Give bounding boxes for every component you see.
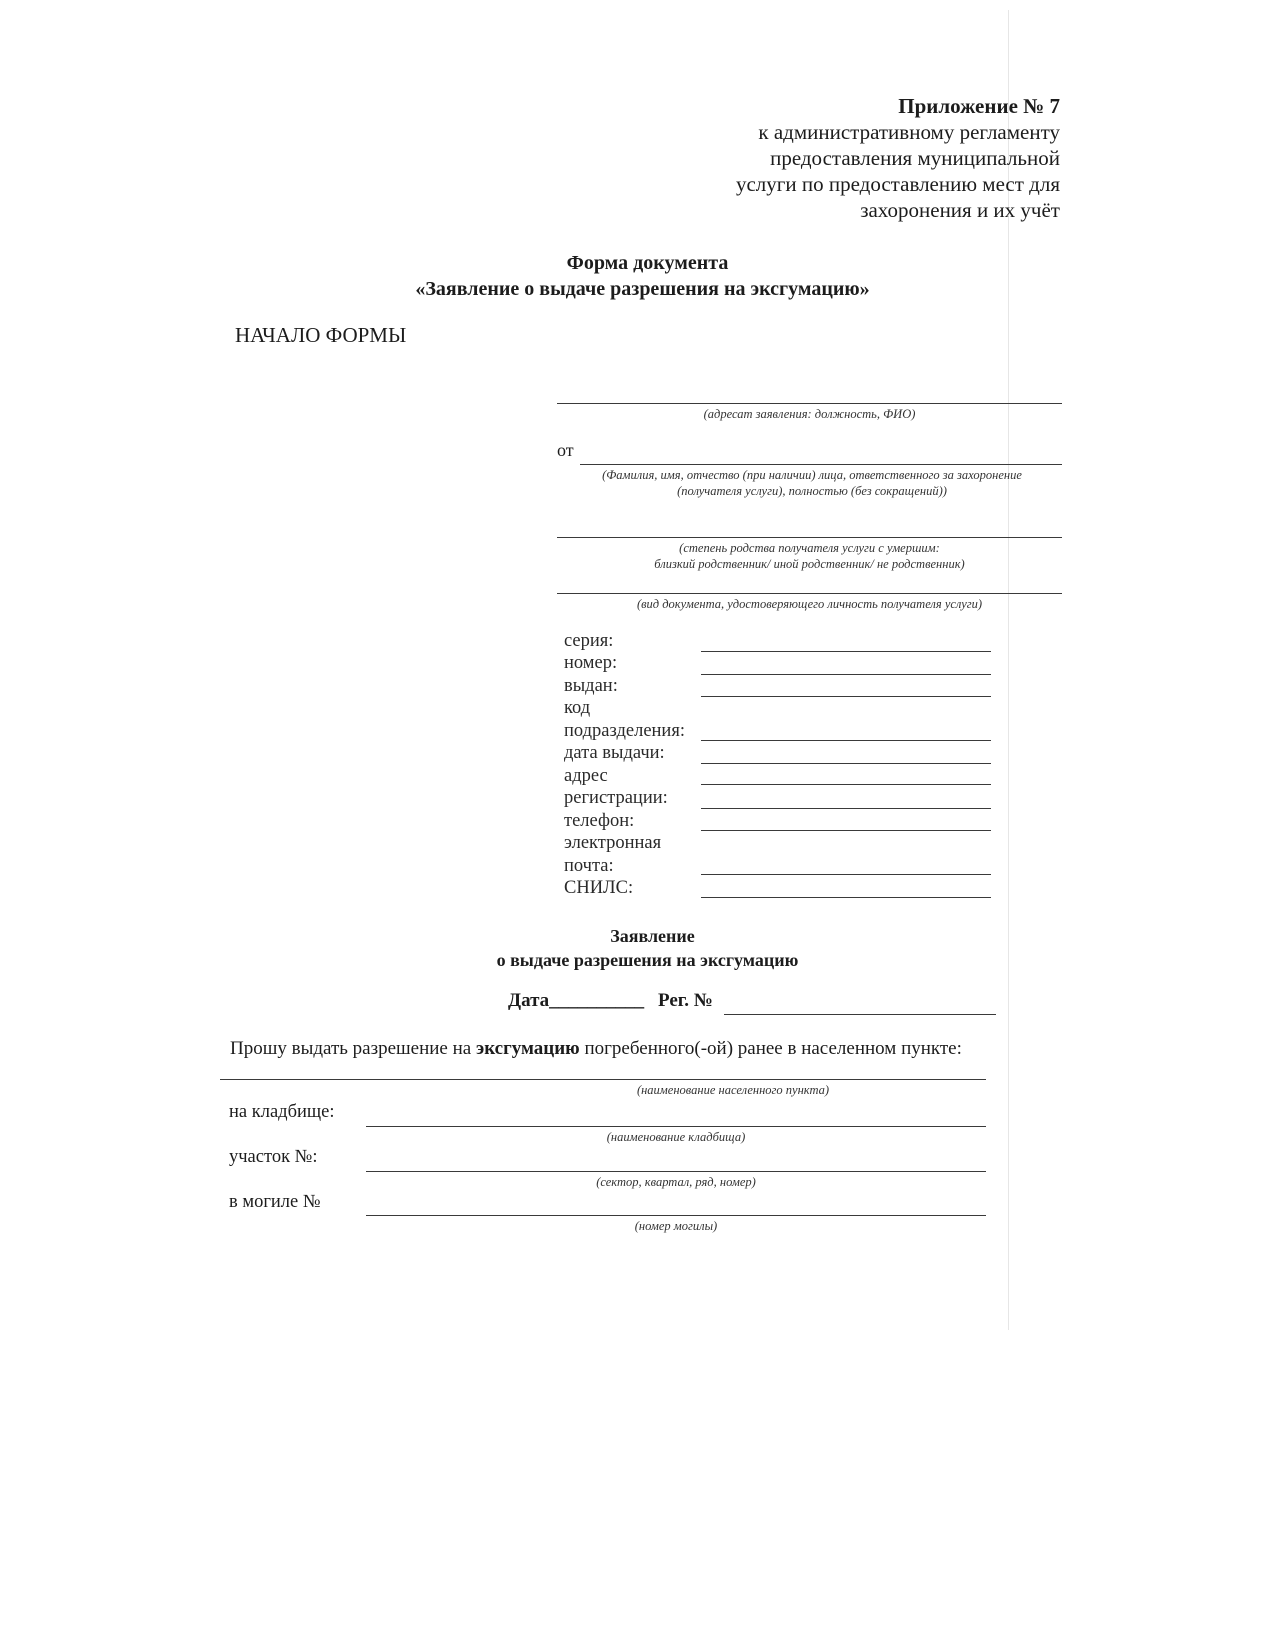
relation-caption — [557, 540, 1062, 572]
applicant-caption-line-1: (Фамилия, имя, отчество (при наличии) лица, ответственного за захоронение — [602, 468, 1022, 482]
appendix-header — [736, 93, 1060, 223]
date-label: Дата__________ — [508, 990, 645, 1011]
applicant-caption-line-2: (получателя услуги), полностью (без сокращений)) — [677, 484, 947, 498]
division-code-label-2: подразделения: — [564, 721, 685, 741]
applicant-caption — [557, 467, 1067, 499]
division-code-label-1: код — [564, 698, 591, 718]
appendix-line-3: услуги по предоставлению мест для — [735, 172, 1060, 196]
cemetery-caption: (наименование кладбища) — [606, 1130, 746, 1144]
grave-caption: (номер могилы) — [634, 1219, 718, 1233]
settlement-field[interactable] — [220, 1079, 986, 1080]
snils-field[interactable] — [701, 897, 991, 898]
appendix-line-4: захоронения и их учёт — [860, 198, 1060, 222]
request-text — [230, 1038, 962, 1060]
phone-field[interactable] — [701, 830, 991, 831]
from-label: от — [557, 440, 574, 460]
plot-field[interactable] — [366, 1171, 986, 1172]
series-field[interactable] — [701, 651, 991, 652]
email-field[interactable] — [701, 874, 991, 875]
document-caption: (вид документа, удостоверяющего личность получателя услуги) — [636, 597, 983, 611]
appendix-title: Приложение № 7 — [898, 94, 1060, 118]
addressee-line[interactable] — [557, 403, 1062, 404]
grave-label: в могиле № — [229, 1192, 321, 1212]
plot-label: участок №: — [229, 1147, 318, 1167]
division-code-field[interactable] — [701, 740, 991, 741]
number-label: номер: — [564, 653, 618, 673]
form-title — [0, 250, 1275, 302]
email-label-2: почта: — [564, 856, 614, 876]
settlement-caption: (наименование населенного пункта) — [636, 1083, 830, 1097]
applicant-line[interactable] — [580, 464, 1062, 465]
statement-title-line-1: Заявление — [610, 926, 695, 946]
statement-title — [0, 924, 1275, 972]
issue-date-field[interactable] — [701, 763, 991, 764]
grave-field[interactable] — [366, 1215, 986, 1216]
form-title-line-1: Форма документа — [566, 252, 729, 274]
snils-label: СНИЛС: — [564, 878, 634, 898]
request-text-end: погребенного(-ой) ранее в населенном пункте: — [579, 1038, 962, 1059]
appendix-line-1: к административному регламенту — [758, 120, 1060, 144]
reg-address-label-2: регистрации: — [564, 788, 668, 808]
plot-caption: (сектор, квартал, ряд, номер) — [596, 1175, 756, 1189]
email-label-1: электронная — [564, 833, 662, 853]
reg-address-field-1[interactable] — [701, 784, 991, 785]
number-field[interactable] — [701, 674, 991, 675]
document-type-line[interactable] — [557, 593, 1062, 594]
form-title-line-2: «Заявление о выдаче разрешения на эксгумацию» — [415, 278, 870, 300]
phone-label: телефон: — [564, 811, 635, 831]
addressee-caption: (адресат заявления: должность, ФИО) — [703, 407, 916, 421]
issued-by-field[interactable] — [701, 696, 991, 697]
reg-address-field-2[interactable] — [701, 808, 991, 809]
series-label: серия: — [564, 631, 614, 651]
relation-caption-line-2: близкий родственник/ иной родственник/ не родственник) — [654, 557, 965, 571]
reg-address-label-1: адрес — [564, 766, 608, 786]
issue-date-label: дата выдачи: — [564, 743, 665, 763]
relation-caption-line-1: (степень родства получателя услуги с умершим: — [679, 541, 940, 555]
statement-title-line-2: о выдаче разрешения на эксгумацию — [496, 950, 799, 970]
relation-line[interactable] — [557, 537, 1062, 538]
reg-number-field[interactable] — [724, 1014, 996, 1015]
reg-number-label: Рег. № — [658, 990, 713, 1011]
issued-by-label: выдан: — [564, 676, 618, 696]
request-text-start: Прошу выдать разрешение на — [230, 1038, 476, 1059]
request-text-bold: эксгумацию — [475, 1038, 580, 1059]
form-begin-label: НАЧАЛО ФОРМЫ — [235, 323, 407, 347]
cemetery-field[interactable] — [366, 1126, 986, 1127]
appendix-line-2: предоставления муниципальной — [770, 146, 1060, 170]
cemetery-label: на кладбище: — [229, 1102, 335, 1122]
